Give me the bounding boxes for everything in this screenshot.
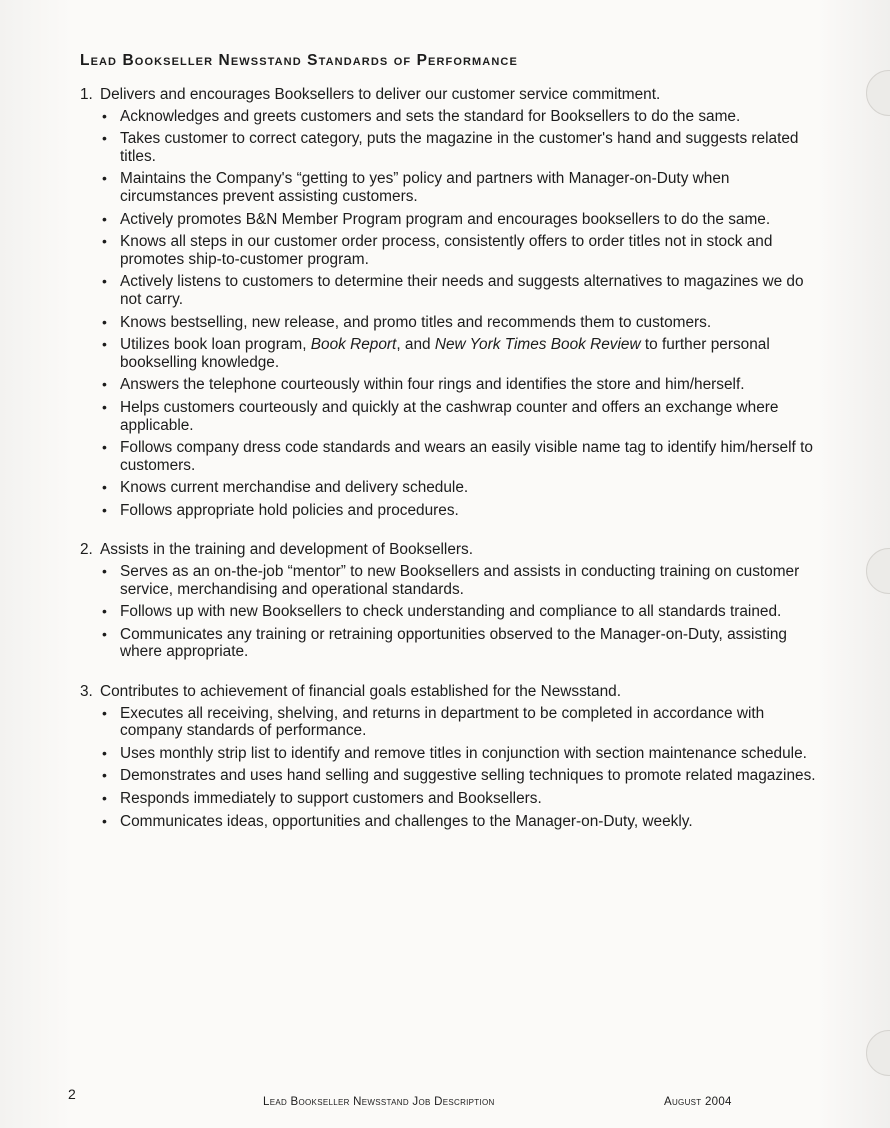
- section-heading: [72, 683, 822, 701]
- bullet-icon: •: [102, 336, 107, 353]
- footer-date: August 2004: [664, 1096, 732, 1108]
- list-item-text: [120, 233, 822, 268]
- list-item: [102, 170, 822, 205]
- bullet-icon: •: [102, 398, 107, 415]
- text-run: Follows appropriate hold policies and procedures.: [120, 501, 459, 519]
- list-item: [102, 211, 822, 229]
- text-run: Knows current merchandise and delivery schedule.: [120, 479, 469, 497]
- list-item: [102, 479, 822, 497]
- list-item-text: [120, 336, 822, 371]
- text-run: Demonstrates and uses hand selling and suggestive selling techniques to promote related magazines.: [120, 767, 816, 785]
- text-run: Communicates ideas, opportunities and challenges to the Manager-on-Duty, weekly.: [120, 812, 693, 830]
- list-item-text: [120, 790, 542, 808]
- section-heading-text: Delivers and encourages Booksellers to deliver our customer service commitment.: [100, 86, 661, 103]
- text-run: Maintains the Company's “getting to yes” policy and partners with Manager-on-Duty when circumstances prevent assisting customers.: [120, 170, 730, 205]
- list-item: [102, 563, 822, 598]
- list-item: [102, 399, 822, 434]
- standard-section: [72, 683, 822, 830]
- text-run: Helps customers courteously and quickly at the cashwrap counter and offers an exchange where applicable.: [120, 398, 779, 434]
- bullet-list: [72, 705, 822, 831]
- text-run: Acknowledges and greets customers and sets the standard for Booksellers to do the same.: [120, 107, 741, 125]
- list-item: [102, 603, 822, 621]
- section-number: 3.: [80, 683, 93, 701]
- standard-section: [72, 541, 822, 661]
- list-item-text: [120, 813, 693, 831]
- bullet-icon: •: [102, 273, 107, 290]
- text-run: Actively promotes B&N Member Program program and encourages booksellers to do the same.: [120, 210, 771, 228]
- bullet-icon: •: [102, 812, 107, 829]
- text-run: Responds immediately to support customers and Booksellers.: [120, 790, 542, 807]
- list-item-text: [120, 273, 822, 308]
- bullet-icon: •: [102, 704, 107, 721]
- list-item: [102, 745, 822, 763]
- text-run: Answers the telephone courteously within four rings and identifies the store and him/herself.: [120, 376, 745, 394]
- text-run: Communicates any training or retraining opportunities observed to the Manager-on-Duty, assisting where appropriate.: [120, 625, 787, 661]
- list-item-text: [120, 376, 745, 394]
- list-item: [102, 813, 822, 831]
- list-item-text: [120, 479, 468, 497]
- list-item: [102, 336, 822, 371]
- bullet-icon: •: [102, 603, 107, 620]
- list-item: [102, 376, 822, 394]
- bullet-icon: •: [102, 744, 107, 761]
- list-item-text: [120, 170, 822, 205]
- punch-hole: [866, 1030, 890, 1076]
- punch-hole: [866, 70, 890, 116]
- bullet-icon: •: [102, 501, 107, 518]
- list-item: [102, 626, 822, 661]
- list-item-text: [120, 745, 807, 763]
- list-item-text: [120, 767, 816, 785]
- text-run: Knows all steps in our customer order process, consistently offers to order titles not in stock and promotes ship-to-customer program.: [120, 233, 773, 268]
- list-item: [102, 502, 822, 520]
- bullet-icon: •: [102, 563, 107, 580]
- publication-title: New York Times Book Review: [434, 336, 641, 354]
- text-run: Actively listens to customers to determine their needs and suggests alternatives to magazines we do not carry.: [120, 273, 804, 308]
- list-item: [102, 439, 822, 474]
- list-item: [102, 705, 822, 740]
- text-run: Uses monthly strip list to identify and remove titles in conjunction with section maintenance schedule.: [120, 744, 807, 762]
- text-run: Utilizes book loan program,: [120, 336, 311, 354]
- list-item-text: [120, 705, 822, 740]
- text-run: , and: [396, 336, 435, 354]
- list-item-text: [120, 603, 781, 621]
- punch-hole: [866, 548, 890, 594]
- text-run: Takes customer to correct category, puts the magazine in the customer's hand and suggests related titles.: [120, 130, 799, 165]
- section-heading: [72, 86, 822, 104]
- text-run: Serves as an on-the-job “mentor” to new Booksellers and assists in conducting training on customer service, merchandising and operational standards.: [120, 563, 800, 598]
- bullet-icon: •: [102, 313, 107, 330]
- bullet-list: [72, 108, 822, 520]
- text-run: Follows company dress code standards and wears an easily visible name tag to identify him/herself to customers.: [120, 439, 813, 474]
- list-item: [102, 767, 822, 785]
- list-item-text: [120, 626, 822, 661]
- list-item: [102, 790, 822, 808]
- list-item-text: [120, 502, 459, 520]
- bullet-icon: •: [102, 107, 107, 124]
- bullet-icon: •: [102, 767, 107, 784]
- bullet-icon: •: [102, 790, 107, 806]
- bullet-list: [72, 563, 822, 661]
- list-item-text: [120, 563, 822, 598]
- section-number: 1.: [80, 86, 93, 103]
- page-number: 2: [68, 1086, 76, 1102]
- text-run: Executes all receiving, shelving, and returns in department to be completed in accordance with company standards of performance.: [120, 704, 765, 740]
- list-item-text: [120, 130, 822, 165]
- list-item: [102, 130, 822, 165]
- list-item: [102, 273, 822, 308]
- bullet-icon: •: [102, 130, 107, 147]
- bullet-icon: •: [102, 233, 107, 250]
- publication-title: Book Report: [310, 336, 397, 354]
- standard-section: [72, 86, 822, 519]
- footer-document-title: Lead Bookseller Newsstand Job Description: [263, 1096, 495, 1108]
- text-run: to further personal bookselling knowledge.: [120, 336, 770, 371]
- list-item-text: [120, 399, 822, 434]
- document-title: Lead Bookseller Newsstand Standards of Performance: [80, 52, 518, 69]
- list-item: [102, 108, 822, 126]
- section-number: 2.: [80, 541, 93, 559]
- bullet-icon: •: [102, 376, 107, 393]
- standards-list: [72, 86, 822, 835]
- list-item: [102, 314, 822, 332]
- list-item-text: [120, 211, 770, 229]
- list-item-text: [120, 108, 740, 126]
- text-run: Follows up with new Booksellers to check understanding and compliance to all standards trained.: [120, 603, 782, 621]
- bullet-icon: •: [102, 625, 107, 642]
- list-item-text: [120, 314, 711, 332]
- bullet-icon: •: [102, 479, 107, 496]
- bullet-icon: •: [102, 439, 107, 456]
- list-item-text: [120, 439, 822, 474]
- bullet-icon: •: [102, 170, 107, 187]
- section-heading: [72, 541, 822, 559]
- section-heading-text: Assists in the training and development of Booksellers.: [100, 541, 473, 559]
- text-run: Knows bestselling, new release, and promo titles and recommends them to customers.: [120, 313, 712, 331]
- list-item: [102, 233, 822, 268]
- section-heading-text: Contributes to achievement of financial goals established for the Newsstand.: [100, 683, 622, 701]
- bullet-icon: •: [102, 210, 107, 227]
